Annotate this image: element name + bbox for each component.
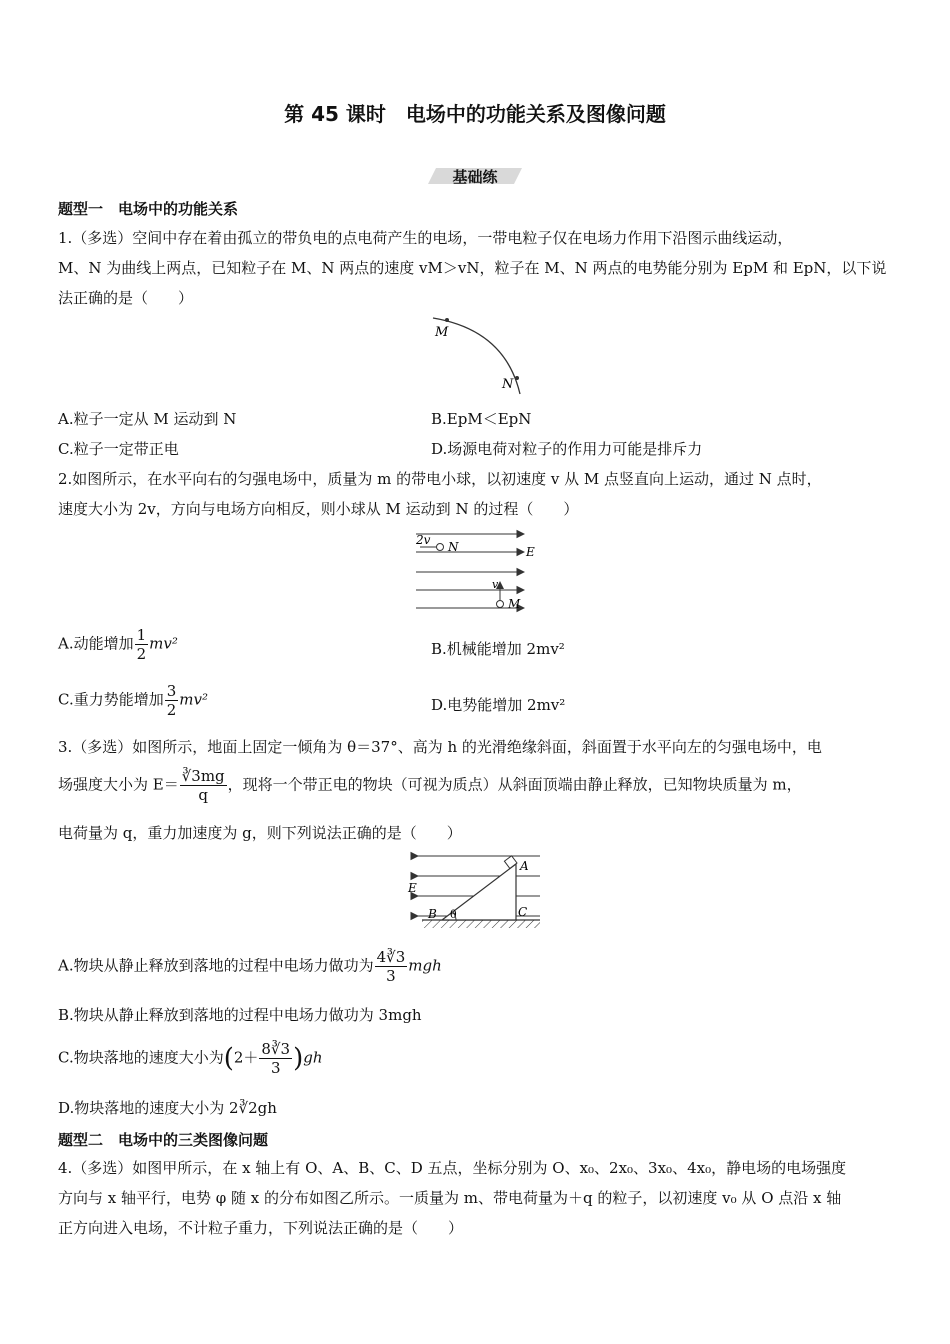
q3-option-a-prefix: A.物块从静止释放到落地的过程中电场力做功为 [58, 956, 374, 975]
q3-fig-label-c: C [518, 905, 528, 919]
q3-option-c[interactable] [58, 1040, 323, 1077]
q3-option-d[interactable]: D.物块落地的速度大小为 2∛2gh [58, 1099, 277, 1117]
q2-figure-field [412, 528, 542, 616]
q3-field-fraction [180, 767, 227, 804]
q3-option-c-fraction [259, 1040, 292, 1077]
q1-fig-label-m: M [435, 325, 449, 340]
q1-figure-curve [425, 312, 535, 396]
fraction-numerator: 8∛3 [261, 1040, 291, 1058]
q2-fig-label-v: v [492, 578, 499, 591]
q2-option-a-suffix: mv² [149, 634, 178, 653]
q3-option-a-fraction [375, 948, 408, 985]
fraction-denominator: 3 [270, 1059, 281, 1077]
q2-option-c-fraction [165, 682, 179, 719]
q3-option-c-prefix: C.物块落地的速度大小为 [58, 1048, 224, 1067]
q2-option-c[interactable] [58, 682, 208, 719]
q2-fig-label-n: N [448, 540, 459, 554]
q3-option-a-suffix: mgh [408, 956, 442, 975]
section-heading-2: 题型二 电场中的三类图像问题 [58, 1131, 269, 1149]
q1-option-d[interactable]: D.场源电荷对粒子的作用力可能是排斥力 [431, 440, 703, 458]
page-title: 第 45 课时 电场中的功能关系及图像问题 [284, 102, 666, 126]
q3-fig-label-theta: θ [450, 908, 457, 921]
q3-stem-line2-suffix: ，现将一个带正电的物块（可视为质点）从斜面顶端由静止释放，已知物块质量为 m， [227, 775, 802, 794]
q2-fig-label-m: M [508, 597, 521, 611]
q1-option-c[interactable]: C.粒子一定带正电 [58, 440, 179, 458]
q3-option-a[interactable] [58, 948, 442, 985]
q4-stem-line3: 正方向进入电场，不计粒子重力，下列说法正确的是（ ） [58, 1219, 464, 1237]
q2-option-a[interactable] [58, 626, 178, 663]
q2-option-b[interactable]: B.机械能增加 2mv² [431, 640, 565, 658]
q3-option-b[interactable]: B.物块从静止释放到落地的过程中电场力做功为 3mgh [58, 1006, 422, 1024]
fraction-denominator: 2 [166, 701, 177, 719]
q3-stem-line1: 3.（多选）如图所示，地面上固定一倾角为 θ＝37°、高为 h 的光滑绝缘斜面，斜面置于水平向左的匀强电场中，电 [58, 738, 822, 756]
badge-label: 基础练 [452, 168, 498, 186]
q3-option-c-suffix: gh [303, 1048, 323, 1067]
q3-fig-label-e: E [408, 881, 417, 895]
q3-stem-line2-prefix: 场强度大小为 E＝ [58, 775, 179, 794]
fraction-numerator: 3 [166, 682, 177, 700]
fraction-denominator: q [198, 786, 208, 804]
right-paren-icon: ) [293, 1043, 304, 1074]
q2-fig-label-2v: 2v [416, 533, 431, 547]
q3-fig-label-b: B [428, 907, 437, 921]
q2-option-a-prefix: A.动能增加 [58, 634, 134, 653]
q1-stem-line2: M、N 为曲线上两点，已知粒子在 M、N 两点的速度 vM＞vN，粒子在 M、N 两点的电势能分别为 EpM 和 EpN，以下说 [58, 259, 887, 277]
section-badge [428, 164, 522, 188]
q2-option-d[interactable]: D.电势能增加 2mv² [431, 696, 566, 714]
q1-option-b[interactable]: B.EpM＜EpN [431, 410, 532, 428]
q2-option-c-suffix: mv² [179, 690, 208, 709]
fraction-denominator: 2 [136, 645, 147, 663]
q2-stem-line1: 2.如图所示，在水平向右的匀强电场中，质量为 m 的带电小球，以初速度 v 从 M 点竖直向上运动，通过 N 点时， [58, 470, 822, 488]
q1-stem-line1: 1.（多选）空间中存在着由孤立的带负电的点电荷产生的电场，一带电粒子仅在电场力作用下沿图示曲线运动， [58, 229, 793, 247]
q3-fig-label-a: A [520, 859, 529, 873]
q3-option-c-inner: 2＋ [233, 1048, 259, 1067]
q3-figure-incline [400, 850, 548, 934]
q3-stem-line2 [58, 767, 894, 804]
q2-option-c-prefix: C.重力势能增加 [58, 690, 164, 709]
fraction-numerator: 1 [136, 626, 147, 644]
q2-option-a-fraction [135, 626, 149, 663]
q1-stem-line3: 法正确的是（ ） [58, 289, 194, 307]
fraction-numerator: ∛3mg [181, 767, 225, 785]
q2-fig-label-e: E [526, 545, 535, 559]
fraction-numerator: 4∛3 [376, 948, 406, 966]
q4-stem-line2: 方向与 x 轴平行，电势 φ 随 x 的分布如图乙所示。一质量为 m、带电荷量为＋q 的粒子，以初速度 v₀ 从 O 点沿 x 轴 [58, 1189, 842, 1207]
fraction-denominator: 3 [386, 967, 396, 985]
q2-stem-line2: 速度大小为 2v，方向与电场方向相反，则小球从 M 运动到 N 的过程（ ） [58, 500, 579, 518]
q4-stem-line1: 4.（多选）如图甲所示，在 x 轴上有 O、A、B、C、D 五点，坐标分别为 O、x₀、2x₀、3x₀、4x₀，静电场的电场强度 [58, 1159, 847, 1177]
q3-stem-line3: 电荷量为 q，重力加速度为 g，则下列说法正确的是（ ） [58, 824, 462, 842]
q1-option-a[interactable]: A.粒子一定从 M 运动到 N [58, 410, 237, 428]
section-heading-1: 题型一 电场中的功能关系 [58, 200, 239, 218]
left-paren-icon: ( [223, 1043, 234, 1074]
q1-fig-label-n: N [502, 377, 514, 392]
